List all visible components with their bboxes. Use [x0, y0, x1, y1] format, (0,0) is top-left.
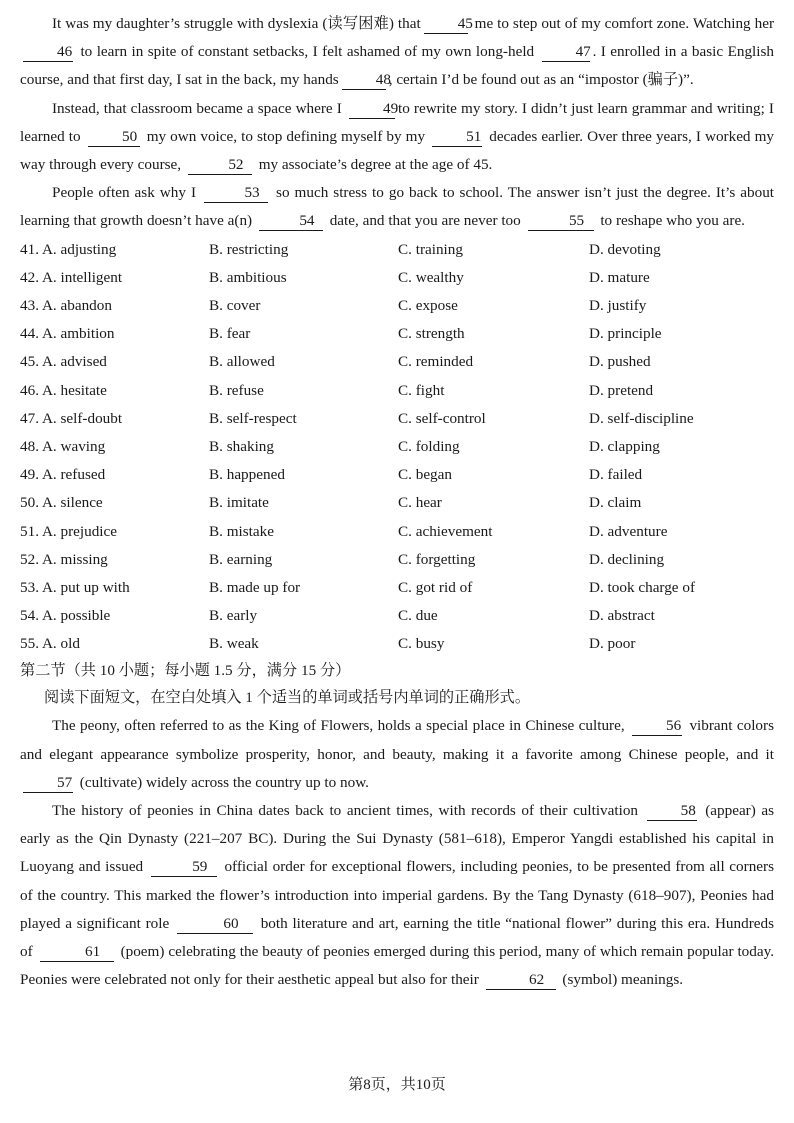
- text-span: (symbol) meanings.: [562, 971, 684, 989]
- text-span: date, and that you are never too: [329, 212, 521, 230]
- text-span: Instead, that classroom became a space where I: [52, 99, 342, 117]
- option-a: 43. A. abandon: [20, 297, 112, 315]
- option-row-42: [20, 264, 774, 292]
- blank-55: 55: [528, 212, 594, 231]
- option-b: B. allowed: [209, 353, 275, 371]
- option-b: B. mistake: [209, 522, 274, 540]
- text-span: . I enrolled in a basic English course, and that first day, I sat in the back, my hands: [20, 43, 774, 89]
- text-span: People often ask why I: [52, 184, 197, 202]
- option-a: 46. A. hesitate: [20, 381, 107, 399]
- answer-options: [20, 236, 774, 659]
- option-d: D. devoting: [589, 240, 661, 258]
- option-a: 55. A. old: [20, 635, 80, 653]
- option-a: 52. A. missing: [20, 550, 108, 568]
- option-c: C. began: [398, 466, 452, 484]
- text-span: to reshape who you are.: [600, 212, 745, 230]
- text-span: The history of peonies in China dates back to ancient times, with records of their cultivation: [52, 802, 639, 820]
- option-c: C. folding: [398, 438, 460, 456]
- option-d: D. failed: [589, 466, 643, 484]
- exam-page: [20, 10, 774, 994]
- text-span: (poem) celebrating the beauty of peonies emerged during this period, many of which remain popular today. Peonies were celebrated not only for their aesthetic appeal but also for their: [20, 943, 775, 989]
- blank-46: 46: [23, 43, 73, 62]
- passage2-paragraph2: [20, 797, 774, 994]
- option-row-48: [20, 433, 774, 461]
- option-c: C. reminded: [398, 353, 474, 371]
- option-d: D. mature: [589, 268, 650, 286]
- option-c: C. expose: [398, 297, 458, 315]
- blank-47: 47: [542, 43, 590, 62]
- blank-59: 59: [151, 858, 217, 877]
- text-span: (appear) as early as the Qin Dynasty (221–207 BC). During the Sui Dynasty (581–618), Emperor Yangdi established his capital in Luoyang and issued: [20, 802, 775, 876]
- text-span: official order for exceptional flowers, including peonies, to be presented from all corners of the country. This marked the flower’s introduction into imperial gardens. By the Tang Dynasty (618–907), Peonies had played a significant role: [20, 858, 775, 932]
- option-a: 49. A. refused: [20, 466, 106, 484]
- section-heading: 第二节（共 10 小题；每小题 1.5 分，满分 15 分）: [20, 662, 351, 680]
- option-a: 48. A. waving: [20, 438, 106, 456]
- option-d: D. justify: [589, 297, 647, 315]
- option-a: 50. A. silence: [20, 494, 103, 512]
- option-c: C. busy: [398, 635, 445, 653]
- option-c: C. due: [398, 607, 438, 625]
- option-a: 42. A. intelligent: [20, 268, 123, 286]
- text-span: to rewrite my story. I didn’t just learn grammar and writing; I learned to: [20, 99, 774, 145]
- blank-56: 56: [632, 717, 682, 736]
- option-d: D. self-discipline: [589, 409, 694, 427]
- option-b: B. made up for: [209, 578, 301, 596]
- option-a: 41. A. adjusting: [20, 240, 117, 258]
- option-c: C. strength: [398, 325, 465, 343]
- blank-53: 53: [204, 184, 268, 203]
- option-b: B. self-respect: [209, 409, 297, 427]
- text-span: The peony, often referred to as the King of Flowers, holds a special place in Chinese culture,: [52, 717, 625, 735]
- option-d: D. poor: [589, 635, 636, 653]
- option-row-45: [20, 348, 774, 376]
- text-span: both literature and art, earning the title “national flower” during this era. Hundreds of: [20, 914, 774, 961]
- text-span: , certain I’d be found out as an “impostor (骗子)”.: [388, 71, 694, 89]
- section-instruction: 阅读下面短文，在空白处填入 1 个适当的单词或括号内单词的正确形式。: [44, 689, 530, 707]
- option-a: 45. A. advised: [20, 353, 107, 371]
- option-c: C. forgetting: [398, 550, 476, 568]
- option-d: D. claim: [589, 494, 642, 512]
- option-a: 47. A. self-doubt: [20, 409, 123, 427]
- option-d: D. abstract: [589, 607, 655, 625]
- option-row-50: [20, 489, 774, 517]
- text-span: me to step out of my comfort zone. Watching her: [474, 15, 775, 32]
- text-span: decades earlier. Over three years, I worked my way through every course,: [20, 127, 774, 174]
- text-span: my own voice, to stop defining myself by my: [146, 127, 426, 145]
- option-c: C. wealthy: [398, 268, 464, 286]
- option-row-55: [20, 630, 774, 658]
- option-a: 53. A. put up with: [20, 578, 130, 596]
- blank-54: 54: [259, 212, 323, 231]
- blank-52: 52: [188, 156, 252, 175]
- option-a: 54. A. possible: [20, 607, 111, 625]
- option-b: B. cover: [209, 297, 261, 315]
- text-span: so much stress to go back to school. The answer isn’t just the degree. It’s about learning that growth doesn’t have a(n): [20, 184, 775, 230]
- option-d: D. clapping: [589, 438, 660, 456]
- option-row-53: [20, 574, 774, 602]
- text-span: (cultivate) widely across the country up to now.: [79, 773, 369, 791]
- option-b: B. restricting: [209, 240, 289, 258]
- option-d: D. pretend: [589, 381, 654, 399]
- text-span: vibrant colors and elegant appearance symbolize prosperity, honor, and beauty, making it a favorite among Chinese people, and it: [20, 717, 774, 763]
- option-d: D. declining: [589, 550, 665, 568]
- blank-50: 50: [88, 128, 140, 147]
- blank-48: 48: [342, 71, 386, 90]
- option-a: 44. A. ambition: [20, 325, 115, 343]
- option-c: C. fight: [398, 381, 445, 399]
- option-b: B. earning: [209, 550, 273, 568]
- option-b: B. weak: [209, 635, 259, 653]
- passage1-paragraph1: [20, 10, 774, 95]
- blank-61: 61: [40, 943, 114, 962]
- option-c: C. training: [398, 240, 463, 258]
- option-c: C. achievement: [398, 522, 493, 540]
- option-a: 51. A. prejudice: [20, 522, 118, 540]
- blank-49: 49: [349, 100, 395, 119]
- blank-62: 62: [486, 971, 556, 990]
- option-row-52: [20, 546, 774, 574]
- blank-51: 51: [432, 128, 482, 147]
- blank-57: 57: [23, 774, 73, 793]
- blank-58: 58: [647, 802, 697, 821]
- option-c: C. hear: [398, 494, 442, 512]
- option-b: B. happened: [209, 466, 285, 484]
- option-row-43: [20, 292, 774, 320]
- option-b: B. ambitious: [209, 268, 287, 286]
- passage2-paragraph1: [20, 712, 774, 797]
- option-b: B. refuse: [209, 381, 264, 399]
- option-d: D. pushed: [589, 353, 651, 371]
- option-row-47: [20, 405, 774, 433]
- option-row-46: [20, 377, 774, 405]
- option-b: B. shaking: [209, 438, 274, 456]
- option-row-41: [20, 236, 774, 264]
- option-d: D. took charge of: [589, 578, 696, 596]
- blank-60: 60: [177, 915, 253, 934]
- option-row-51: [20, 518, 774, 546]
- option-b: B. fear: [209, 325, 251, 343]
- text-span: my associate’s degree at the age of 45.: [258, 156, 493, 174]
- option-b: B. early: [209, 607, 258, 625]
- option-row-54: [20, 602, 774, 630]
- text-span: It was my daughter’s struggle with dyslexia (读写困难) that: [52, 15, 421, 32]
- option-row-49: [20, 461, 774, 489]
- passage1-paragraph3: [20, 179, 774, 235]
- text-span: to learn in spite of constant setbacks, I felt ashamed of my own long-held: [80, 43, 535, 61]
- option-d: D. adventure: [589, 522, 668, 540]
- passage1-paragraph2: [20, 95, 774, 180]
- option-row-44: [20, 320, 774, 348]
- option-c: C. got rid of: [398, 578, 473, 596]
- page-number: 第8页，共10页: [348, 1077, 446, 1093]
- blank-45: 45: [424, 15, 468, 34]
- option-d: D. principle: [589, 325, 662, 343]
- option-c: C. self-control: [398, 409, 486, 427]
- option-b: B. imitate: [209, 494, 269, 512]
